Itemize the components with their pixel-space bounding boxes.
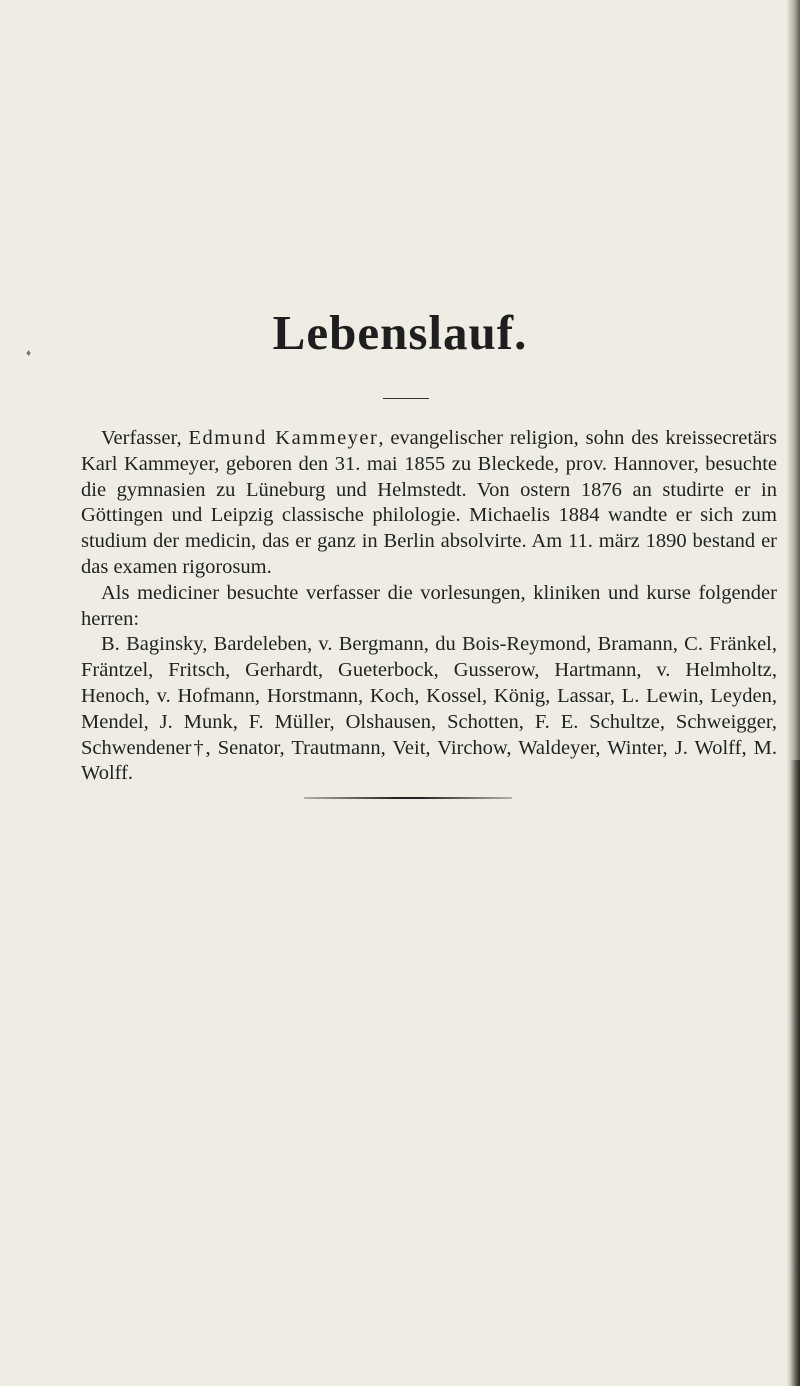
paragraph-prefix: Verfasser, [101,427,189,449]
paragraph-biography [81,426,777,581]
page-edge-dark [790,760,800,1386]
author-name: Edmund Kammeyer [188,427,379,449]
page-title: Lebenslauf. [272,305,528,360]
title-divider [383,398,429,399]
closing-divider [304,797,512,799]
paragraph-teachers-list: B. Baginsky, Bardeleben, v. Bergmann, du Bois-Reymond, Bramann, C. Fränkel, Fräntzel, Fritsch, Gerhardt, Gueterbock, Gusserow, Hartmann, v. Helmholtz, Henoch, v. Hofmann, Horstmann, Koch, Kossel, König, Lassar, L. Lewin, Leyden, Mendel, J. Munk, F. Müller, Olshausen, Schotten, F. E. Schultze, Schweigger, Schwendener†, Senator, Trautmann, Veit, Virchow, Waldeyer, Winter, J. Wolff, M. Wolff. [81,633,777,785]
body-text [81,426,777,787]
paragraph-teachers-intro: Als mediciner besuchte verfasser die vorlesungen, kliniken und kurse folgender herren: [81,581,777,630]
paragraph-biography-text: , evangelischer religion, sohn des kreissecretärs Karl Kammeyer, geboren den 31. mai 1855 zu Bleckede, prov. Hannover, besuchte die gymnasien zu Lüneburg und Helmstedt. Von ostern 1876 an studirte er in Göttingen und Leipzig classische philologie. Michaelis 1884 wandte er sich zum studium der medicin, das er ganz in Berlin absolvirte. Am 11. märz 1890 bestand er das examen rigorosum. [81,427,777,578]
margin-mark: ♦ [26,348,32,359]
